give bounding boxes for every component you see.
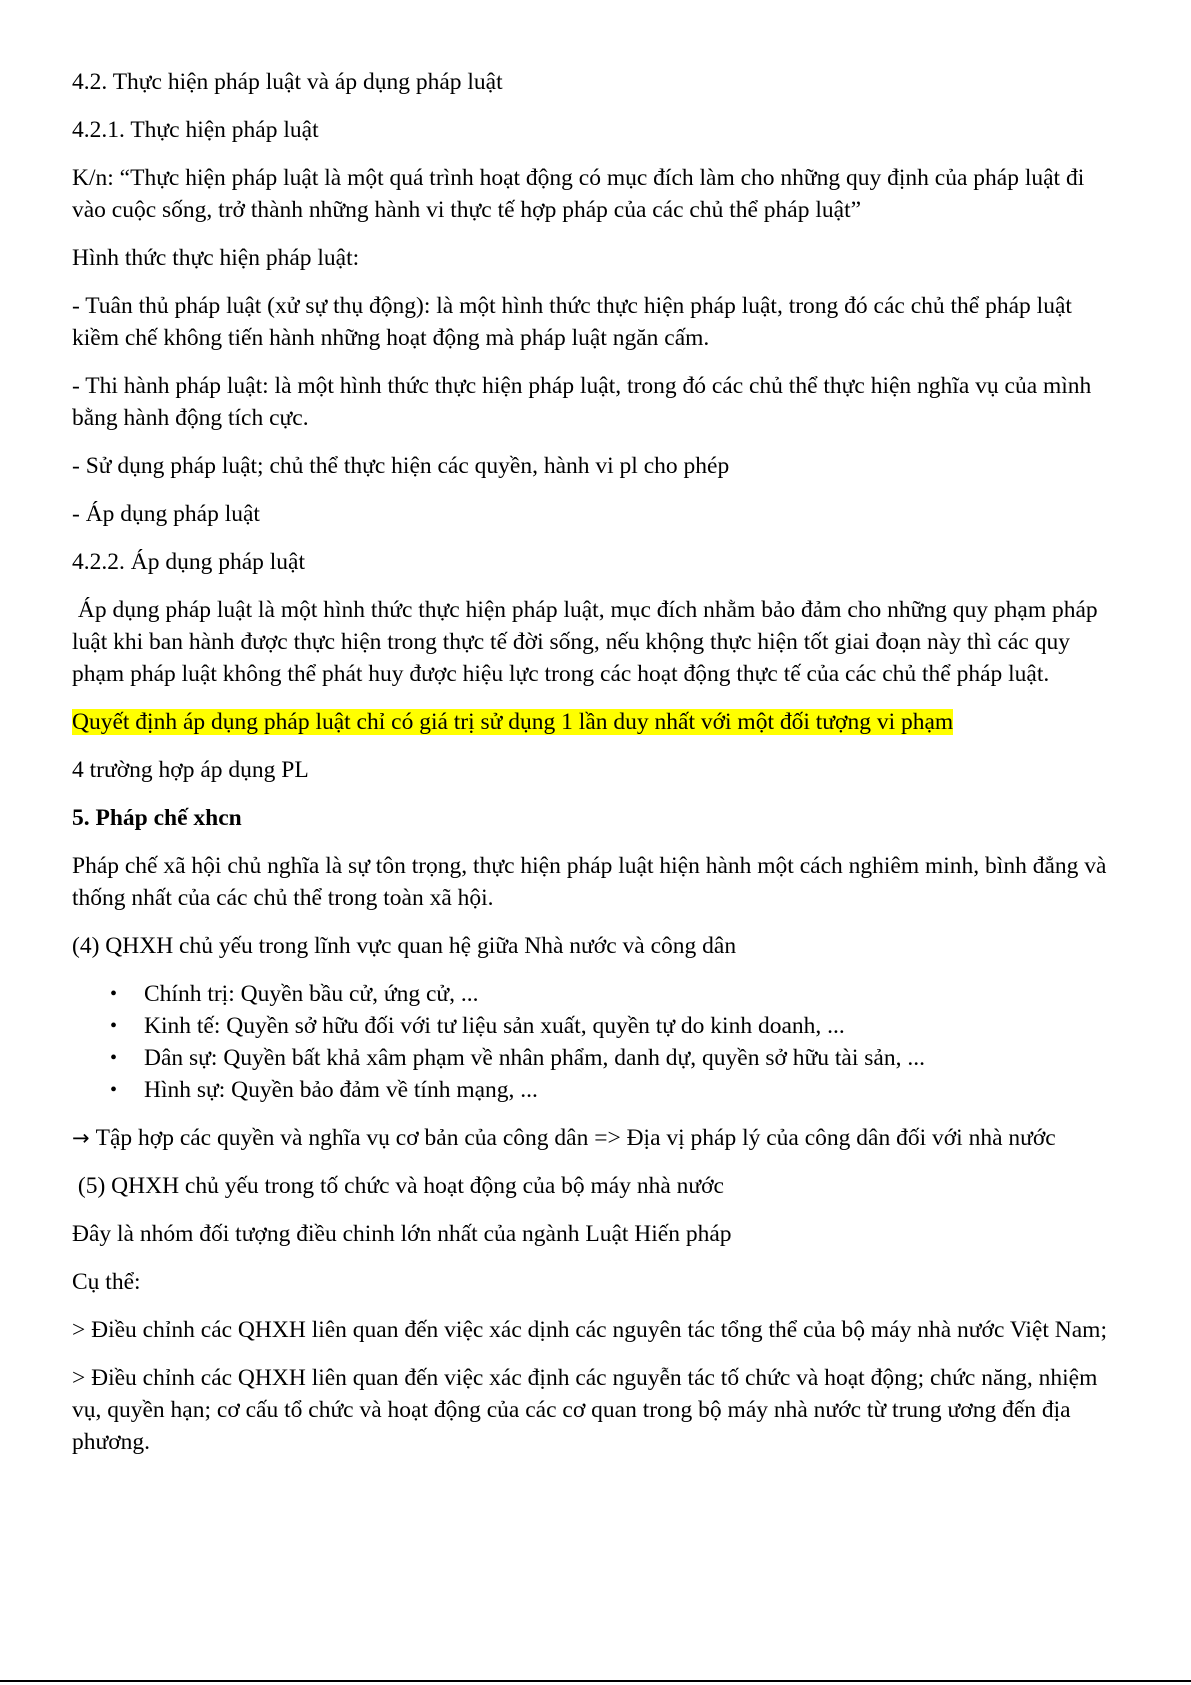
heading-4-2-2: 4.2.2. Áp dụng pháp luật (72, 549, 306, 575)
group-line: Đây là nhóm đối tượng điều chinh lớn nhất của ngành Luật Hiến pháp (72, 1221, 732, 1247)
document-page (72, 66, 1122, 1474)
definition-paragraph: K/n: “Thực hiện pháp luật là một quá trình hoạt động có mục đích làm cho những quy định của pháp luật đi vào cuộc sống, trở thành những hành vi thực tế hợp pháp của các chủ thể pháp luật” (72, 165, 1085, 223)
bullet-icon: • (110, 1015, 118, 1037)
summary-line: → Tập hợp các quyền và nghĩa vụ cơ bản của công dân => Địa vị pháp lý của công dân đối với nhà nước (72, 1125, 1056, 1151)
adjust-item-2: > Điều chỉnh các QHXH liên quan đến việc xác định các nguyễn tác tố chức và hoạt động; chức năng, nhiệm vụ, quyền hạn; cơ cấu tổ chức và hoạt động của các cơ quan trong bộ máy nhà nước từ trung ương đến địa phương. (72, 1365, 1098, 1455)
bullet-icon: • (110, 1047, 118, 1069)
list-item: • Kinh tế: Quyền sở hữu đối với tư liệu sản xuất, quyền tự do kinh doanh, ... (144, 1010, 1122, 1042)
bullet-icon: • (110, 1079, 118, 1101)
rights-list (72, 978, 1122, 1106)
list-item: • Chính trị: Quyền bầu cử, ứng cử, ... (144, 978, 1122, 1010)
list-item: • Hình sự: Quyền bảo đảm về tính mạng, ... (144, 1074, 1122, 1106)
list-item: • Dân sự: Quyền bất khả xâm phạm về nhân phẩm, danh dự, quyền sở hữu tài sản, ... (144, 1042, 1122, 1074)
phap-che-paragraph: Pháp chế xã hội chủ nghĩa là sự tôn trọng, thực hiện pháp luật hiện hành một cách nghiêm minh, bình đẳng và thống nhất của các chủ thể trong toàn xã hội. (72, 853, 1107, 911)
highlighted-text: Quyết định áp dụng pháp luật chỉ có giá trị sử dụng 1 lần duy nhất với một đối tượng vi phạm (72, 709, 954, 735)
bullet-icon: • (110, 983, 118, 1005)
page-bottom-rule (0, 1680, 1191, 1682)
heading-4-2-1: 4.2.1. Thực hiện pháp luật (72, 117, 319, 143)
forms-label: Hình thức thực hiện pháp luật: (72, 245, 360, 271)
heading-5: 5. Pháp chế xhcn (72, 805, 242, 831)
arrow-right-icon: → (72, 1126, 90, 1150)
specifically-label: Cụ thể: (72, 1269, 141, 1295)
form-ap-dung: - Áp dụng pháp luật (72, 501, 260, 527)
qhxh-4-line: (4) QHXH chủ yếu trong lĩnh vực quan hệ giữa Nhà nước và công dân (72, 933, 737, 959)
ap-dung-paragraph: Áp dụng pháp luật là một hình thức thực hiện pháp luật, mục đích nhằm bảo đảm cho những quy phạm pháp luật khi ban hành được thực hiện trong thực tế đời sống, nếu khộng thực hiện tốt giai đoạn này thì các quy phạm pháp luật không thể phát huy được hiệu lực trong các hoạt động thực tế của các chủ thể pháp luật. (72, 597, 1104, 687)
cases-line: 4 trường hợp áp dụng PL (72, 757, 309, 783)
adjust-item-1: > Điều chỉnh các QHXH liên quan đến việc xác dịnh các nguyên tác tổng thể của bộ máy nhà nước Việt Nam; (72, 1317, 1107, 1343)
form-thi-hanh: - Thi hành pháp luật: là một hình thức thực hiện pháp luật, trong đó các chủ thể thực hiện nghĩa vụ của mình bằng hành động tích cực. (72, 373, 1092, 431)
qhxh-5-line: (5) QHXH chủ yếu trong tố chức và hoạt động của bộ máy nhà nước (72, 1173, 724, 1199)
form-tuan-thu: - Tuân thủ pháp luật (xử sự thụ động): là một hình thức thực hiện pháp luật, trong đó các chủ thể pháp luật kiềm chế không tiến hành những hoạt động mà pháp luật ngăn cấm. (72, 293, 1072, 351)
heading-4-2: 4.2. Thực hiện pháp luật và áp dụng pháp luật (72, 69, 503, 95)
form-su-dung: - Sử dụng pháp luật; chủ thể thực hiện các quyền, hành vi pl cho phép (72, 453, 730, 479)
highlighted-note (72, 706, 1122, 738)
